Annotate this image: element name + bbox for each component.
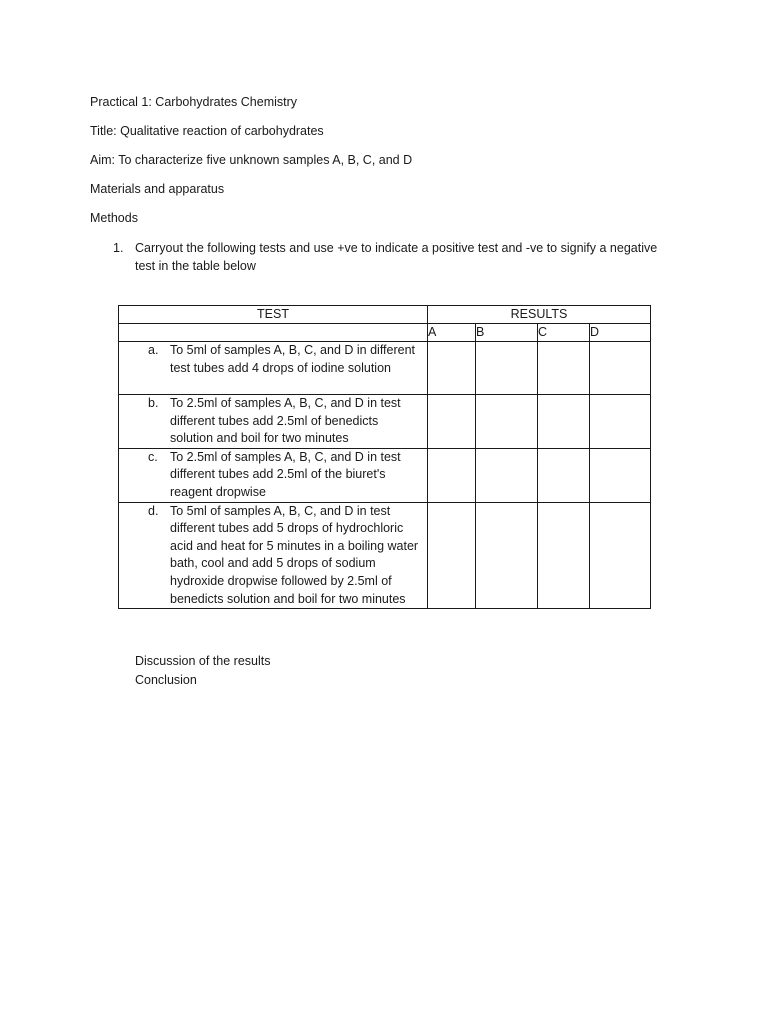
- row-text: To 5ml of samples A, B, C, and D in different test tubes add 4 drops of iodine solution: [170, 343, 416, 375]
- empty-header-cell: [119, 324, 428, 342]
- table-row: [119, 395, 651, 449]
- row-letter: a.: [148, 343, 159, 357]
- row-text: To 2.5ml of samples A, B, C, and D in test different tubes add 2.5ml of the biuret's reagent dropwise: [170, 449, 401, 499]
- result-cell-b[interactable]: [476, 342, 538, 395]
- results-table: [118, 305, 651, 609]
- result-cell-c[interactable]: [538, 395, 590, 449]
- list-text: Carryout the following tests and use +ve to indicate a positive test and -ve to signify a negative test in the table below: [135, 241, 658, 273]
- row-text: To 5ml of samples A, B, C, and D in test different tubes add 5 drops of hydrochloric acid and heat for 5 minutes in a boiling water bath, cool and add 5 drops of sodium hydroxide dropwise followed by 2.5ml of benedicts solution and boil for two minutes: [170, 503, 419, 606]
- test-description-cell: [119, 342, 428, 395]
- row-letter: d.: [148, 503, 159, 518]
- table-row: [119, 448, 651, 502]
- test-column-header: TEST: [119, 306, 428, 324]
- method-list-item: [113, 239, 673, 275]
- materials-heading: Materials and apparatus: [90, 182, 225, 196]
- aim-line: Aim: To characterize five unknown samples A, B, C, and D: [90, 153, 413, 167]
- result-cell-c[interactable]: [538, 342, 590, 395]
- result-cell-a[interactable]: [428, 448, 476, 502]
- sample-d-header: D: [590, 324, 651, 342]
- practical-heading: Practical 1: Carbohydrates Chemistry: [90, 95, 298, 109]
- title-line: Title: Qualitative reaction of carbohydrates: [90, 124, 324, 138]
- sample-header-row: [119, 324, 651, 342]
- row-letter: b.: [148, 396, 159, 410]
- test-description-cell: [119, 502, 428, 609]
- sample-a-header: A: [428, 324, 476, 342]
- row-letter: c.: [148, 449, 158, 464]
- result-cell-a[interactable]: [428, 502, 476, 609]
- result-cell-b[interactable]: [476, 448, 538, 502]
- result-cell-d[interactable]: [590, 342, 651, 395]
- test-description-cell: [119, 448, 428, 502]
- result-cell-d[interactable]: [590, 448, 651, 502]
- list-number: 1.: [113, 241, 124, 255]
- result-cell-c[interactable]: [538, 448, 590, 502]
- discussion-heading: Discussion of the results: [135, 654, 271, 668]
- methods-heading: Methods: [90, 211, 138, 225]
- table-row: [119, 342, 651, 395]
- sample-b-header: B: [476, 324, 538, 342]
- result-cell-c[interactable]: [538, 502, 590, 609]
- conclusion-heading: Conclusion: [135, 673, 197, 687]
- results-column-header: RESULTS: [428, 306, 651, 324]
- result-cell-b[interactable]: [476, 395, 538, 449]
- result-cell-d[interactable]: [590, 395, 651, 449]
- result-cell-d[interactable]: [590, 502, 651, 609]
- result-cell-a[interactable]: [428, 395, 476, 449]
- row-text: To 2.5ml of samples A, B, C, and D in test different tubes add 2.5ml of benedicts solution and boil for two minutes: [170, 396, 401, 446]
- test-description-cell: [119, 395, 428, 449]
- result-cell-b[interactable]: [476, 502, 538, 609]
- result-cell-a[interactable]: [428, 342, 476, 395]
- sample-c-header: C: [538, 324, 590, 342]
- table-header-row: [119, 306, 651, 324]
- table-row: [119, 502, 651, 609]
